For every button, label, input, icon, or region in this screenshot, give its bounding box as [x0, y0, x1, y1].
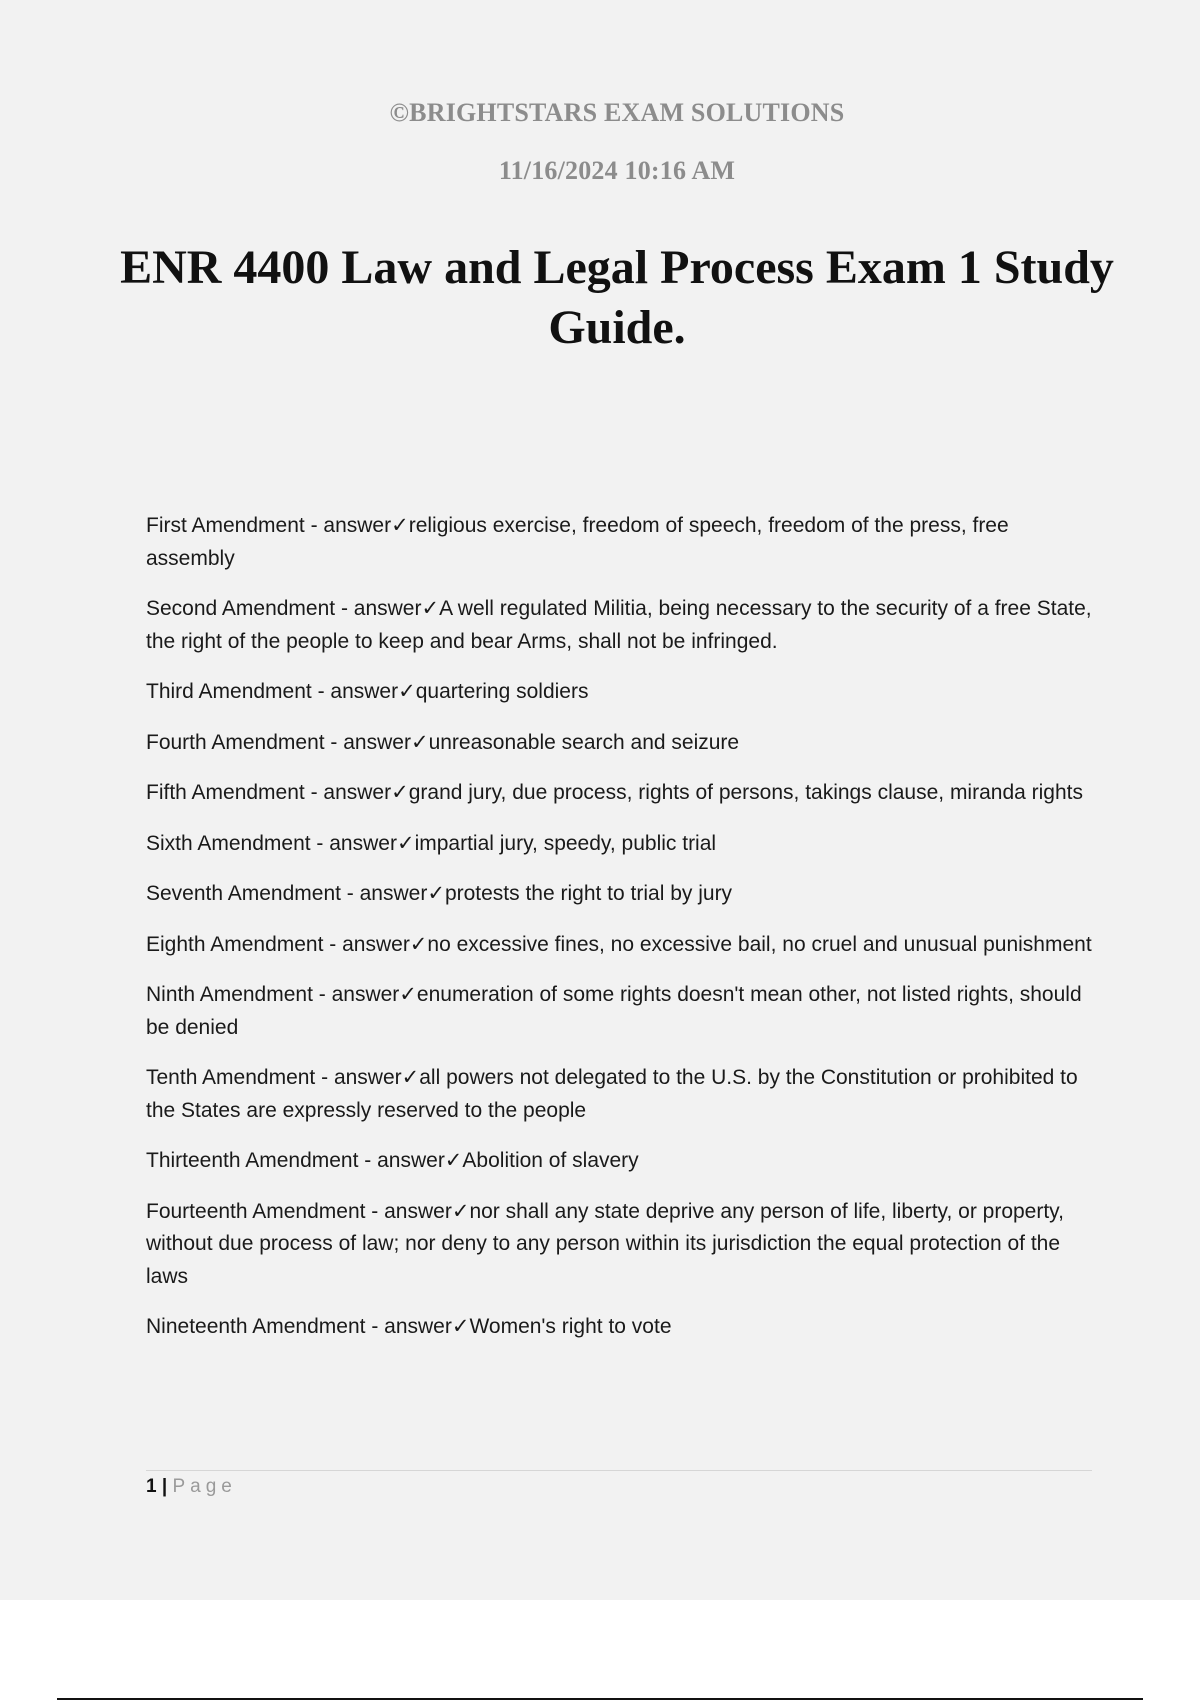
qa-answer: Women's right to vote	[469, 1315, 672, 1338]
qa-answer-marker: - answer✓	[304, 514, 409, 537]
qa-term: Seventh Amendment	[146, 882, 341, 905]
qa-answer-marker: - answer✓	[365, 1199, 470, 1223]
qa-answer-marker: - answer✓	[340, 882, 445, 905]
qa-answer-marker: - answer✓	[315, 1066, 420, 1089]
qa-item	[146, 1196, 1096, 1294]
qa-item	[146, 1062, 1096, 1127]
qa-answer-marker: - answer✓	[335, 597, 440, 620]
qa-answer: Abolition of slavery	[462, 1149, 639, 1172]
qa-term: Fourteenth Amendment	[146, 1199, 366, 1223]
qa-answer: protests the right to trial by jury	[444, 882, 733, 905]
qa-term: Fifth Amendment	[146, 781, 305, 804]
qa-item	[146, 727, 1096, 760]
header-company: ©BRIGHTSTARS EXAM SOLUTIONS	[389, 98, 845, 127]
qa-term: First Amendment	[146, 514, 305, 537]
qa-item	[146, 1311, 1096, 1344]
qa-answer: impartial jury, speedy, public trial	[414, 831, 717, 855]
qa-answer-marker: - answer✓	[358, 1149, 463, 1172]
footer-divider	[146, 1470, 1092, 1471]
qa-term: Eighth Amendment	[146, 932, 324, 956]
qa-answer-marker: - answer✓	[304, 781, 409, 804]
qa-answer: unreasonable search and seizure	[428, 730, 740, 754]
qa-term: Third Amendment	[146, 680, 312, 703]
qa-item	[146, 929, 1096, 962]
qa-answer-marker: - answer✓	[310, 831, 415, 855]
page-word: Page	[172, 1476, 237, 1497]
qa-item	[146, 979, 1096, 1044]
qa-answer: A well regulated Militia, being necessary to the security of a free State, the right of the people to keep and bear Arms, shall not be infringed.	[146, 597, 1092, 653]
qa-term: Nineteenth Amendment	[146, 1315, 366, 1338]
header-datetime: 11/16/2024 10:16 AM	[498, 156, 736, 185]
qa-item	[146, 510, 1096, 575]
page-footer	[146, 1474, 237, 1500]
qa-item	[146, 828, 1096, 861]
qa-term: Thirteenth Amendment	[146, 1149, 359, 1172]
qa-item	[146, 777, 1096, 810]
qa-answer-marker: - answer✓	[365, 1315, 470, 1338]
qa-answer: grand jury, due process, rights of persons, takings clause, miranda rights	[408, 781, 1083, 804]
qa-answer: all powers not delegated to the U.S. by the Constitution or prohibited to the States are expressly reserved to the people	[146, 1066, 1078, 1122]
qa-answer: no excessive fines, no excessive bail, no cruel and unusual punishment	[427, 932, 1092, 956]
qa-list	[146, 510, 1096, 1362]
qa-item	[146, 593, 1096, 658]
qa-item	[146, 676, 1096, 709]
qa-answer-marker: - answer✓	[311, 680, 416, 703]
qa-answer: religious exercise, freedom of speech, freedom of the press, free assembly	[146, 514, 1009, 570]
qa-answer-marker: - answer✓	[323, 932, 428, 956]
qa-answer-marker: - answer✓	[324, 730, 429, 754]
qa-answer: nor shall any state deprive any person of life, liberty, or property, without due process of law; nor deny to any person within its jurisdiction the equal protection of the laws	[146, 1199, 1064, 1288]
qa-term: Second Amendment	[146, 597, 336, 620]
qa-term: Sixth Amendment	[146, 831, 311, 855]
document-title: ENR 4400 Law and Legal Process Exam 1 Study Guide.	[120, 241, 1114, 354]
qa-answer: enumeration of some rights doesn't mean other, not listed rights, should be denied	[146, 983, 1082, 1039]
qa-answer: quartering soldiers	[415, 680, 589, 703]
qa-term: Tenth Amendment	[146, 1066, 316, 1089]
qa-term: Fourth Amendment	[146, 730, 325, 754]
qa-item	[146, 1145, 1096, 1178]
page-separator: |	[156, 1476, 173, 1497]
qa-term: Ninth Amendment	[146, 983, 313, 1006]
qa-answer-marker: - answer✓	[312, 983, 417, 1006]
page-number: 1	[146, 1476, 157, 1497]
qa-item	[146, 878, 1096, 911]
